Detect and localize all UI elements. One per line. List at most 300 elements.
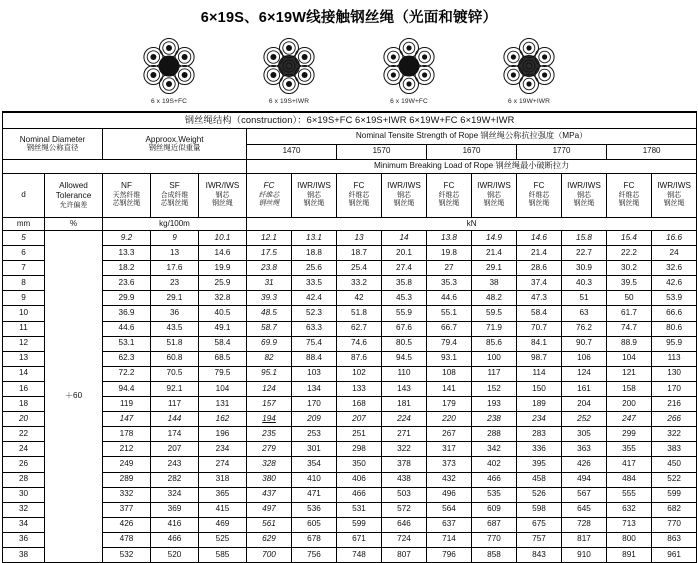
cell-weight-nf: 426 [103, 517, 151, 532]
breaking-load-header: Minimum Breaking Load of Rope 钢丝绳最小破断拉力 [247, 160, 697, 174]
rope-caption-1: 6 x 19S+IWR [268, 98, 310, 105]
col-d-symbol: d [3, 174, 45, 218]
cell-1670-iwr: 535 [472, 487, 517, 502]
col-1470-FC: FC 纤维芯 钢丝绳 [247, 174, 292, 218]
breaking-load-row [3, 160, 697, 174]
cell-1670-iwr: 21.4 [472, 246, 517, 261]
cell-diameter: 9 [3, 291, 45, 306]
cell-weight-sf: 23 [151, 276, 199, 291]
cell-weight-sf: 43.5 [151, 321, 199, 336]
cell-1770-iwr: 645 [562, 502, 607, 517]
cell-1780-fc: 39.5 [607, 276, 652, 291]
cell-1470-fc: 95.1 [247, 366, 292, 381]
cell-1470-fc: 157 [247, 397, 292, 412]
unit-percent: % [45, 218, 103, 231]
cell-1770-iwr: 40.3 [562, 276, 607, 291]
cell-diameter: 20 [3, 412, 45, 427]
cell-1780-fc: 555 [607, 487, 652, 502]
construction-banner-row [3, 112, 697, 129]
column-header-row [3, 174, 697, 218]
cell-1570-iwr: 271 [382, 427, 427, 442]
cell-weight-nf: 178 [103, 427, 151, 442]
cell-1570-fc: 42 [337, 291, 382, 306]
cell-weight-sf: 174 [151, 427, 199, 442]
cell-1470-iwr: 756 [292, 547, 337, 562]
cell-weight-sf: 416 [151, 517, 199, 532]
cell-1470-iwr: 63.3 [292, 321, 337, 336]
cell-1670-fc: 432 [427, 472, 472, 487]
cell-weight-sf: 207 [151, 442, 199, 457]
cell-weight-nf: 13.3 [103, 246, 151, 261]
cell-weight-sf: 70.5 [151, 366, 199, 381]
cell-weight-sf: 92.1 [151, 381, 199, 396]
cell-1770-iwr: 252 [562, 412, 607, 427]
cell-1770-iwr: 51 [562, 291, 607, 306]
cell-diameter: 32 [3, 502, 45, 517]
unit-kN: kN [247, 218, 697, 231]
table-row [3, 246, 697, 261]
cell-1770-iwr: 910 [562, 547, 607, 562]
cell-1780-iwr: 770 [652, 517, 697, 532]
cell-1470-fc: 31 [247, 276, 292, 291]
cell-diameter: 7 [3, 261, 45, 276]
cell-weight-sf: 117 [151, 397, 199, 412]
cell-1780-iwr: 599 [652, 487, 697, 502]
cell-1470-fc: 17.5 [247, 246, 292, 261]
cell-diameter: 24 [3, 442, 45, 457]
cell-weight-iwr: 79.5 [199, 366, 247, 381]
cell-1780-fc: 158 [607, 381, 652, 396]
cell-1470-fc: 700 [247, 547, 292, 562]
cell-weight-nf: 62.3 [103, 351, 151, 366]
cell-1570-fc: 599 [337, 517, 382, 532]
cell-1770-fc: 98.7 [517, 351, 562, 366]
cell-1770-fc: 598 [517, 502, 562, 517]
cell-1470-fc: 58.7 [247, 321, 292, 336]
cell-1570-iwr: 143 [382, 381, 427, 396]
col-1780-IWR-IWS: IWR/IWS 钢芯 钢丝绳 [652, 174, 697, 218]
cell-weight-nf: 212 [103, 442, 151, 457]
cell-1670-fc: 55.1 [427, 306, 472, 321]
cell-1670-fc: 564 [427, 502, 472, 517]
cell-diameter: 10 [3, 306, 45, 321]
cell-weight-nf: 332 [103, 487, 151, 502]
cell-weight-iwr: 131 [199, 397, 247, 412]
cell-1770-fc: 21.4 [517, 246, 562, 261]
cell-weight-sf: 144 [151, 412, 199, 427]
cell-1780-iwr: 66.6 [652, 306, 697, 321]
wire-rope-spec-table [2, 111, 697, 563]
col-weight-SF: SF 合成纤维 芯钢丝绳 [151, 174, 199, 218]
cell-1770-fc: 757 [517, 532, 562, 547]
nominal-diameter-en: Nominal Diameter [19, 134, 86, 144]
col-1770-IWR-IWS: IWR/IWS 钢芯 钢丝绳 [562, 174, 607, 218]
cell-1470-iwr: 75.4 [292, 336, 337, 351]
cell-1780-iwr: 42.6 [652, 276, 697, 291]
cell-1670-fc: 66.7 [427, 321, 472, 336]
strength-group-1470: 1470 [247, 144, 337, 160]
cell-weight-nf: 36.9 [103, 306, 151, 321]
col-1670-FC: FC 纤维芯 钢丝绳 [427, 174, 472, 218]
cell-1780-iwr: 16.6 [652, 231, 697, 246]
cell-weight-iwr: 469 [199, 517, 247, 532]
cell-weight-nf: 289 [103, 472, 151, 487]
cell-1470-iwr: 13.1 [292, 231, 337, 246]
rope-caption-0: 6 x 19S+FC [150, 98, 187, 105]
cell-1670-fc: 27 [427, 261, 472, 276]
cell-1780-iwr: 80.6 [652, 321, 697, 336]
cell-weight-sf: 13 [151, 246, 199, 261]
cell-1670-fc: 141 [427, 381, 472, 396]
cell-1670-iwr: 100 [472, 351, 517, 366]
col-1770-FC: FC 纤维芯 钢丝绳 [517, 174, 562, 218]
cell-weight-nf: 29.9 [103, 291, 151, 306]
unit-mm: mm [3, 218, 45, 231]
table-row [3, 261, 697, 276]
cell-weight-iwr: 40.5 [199, 306, 247, 321]
cell-1670-iwr: 38 [472, 276, 517, 291]
cell-1670-iwr: 342 [472, 442, 517, 457]
cell-1470-fc: 561 [247, 517, 292, 532]
cell-1570-iwr: 94.5 [382, 351, 427, 366]
rope-cross-section-diagrams [0, 30, 698, 98]
cell-1780-iwr: 522 [652, 472, 697, 487]
cell-weight-nf: 94.4 [103, 381, 151, 396]
cell-1470-fc: 497 [247, 502, 292, 517]
cell-1470-iwr: 18.8 [292, 246, 337, 261]
rope-6x19W-FC-icon [378, 36, 440, 96]
cell-1470-fc: 279 [247, 442, 292, 457]
cell-1770-iwr: 90.7 [562, 336, 607, 351]
cell-diameter: 28 [3, 472, 45, 487]
cell-diameter: 38 [3, 547, 45, 562]
cell-1770-iwr: 204 [562, 397, 607, 412]
cell-1780-iwr: 322 [652, 427, 697, 442]
cell-1780-fc: 247 [607, 412, 652, 427]
cell-1770-fc: 675 [517, 517, 562, 532]
cell-1780-fc: 15.4 [607, 231, 652, 246]
cell-1670-iwr: 687 [472, 517, 517, 532]
cell-1570-fc: 102 [337, 366, 382, 381]
table-row [3, 472, 697, 487]
cell-1570-fc: 406 [337, 472, 382, 487]
cell-diameter: 8 [3, 276, 45, 291]
cell-1470-fc: 124 [247, 381, 292, 396]
cell-1770-fc: 395 [517, 457, 562, 472]
cell-1470-fc: 82 [247, 351, 292, 366]
table-row [3, 457, 697, 472]
cell-weight-iwr: 318 [199, 472, 247, 487]
cell-weight-sf: 17.6 [151, 261, 199, 276]
cell-weight-nf: 53.1 [103, 336, 151, 351]
cell-1570-fc: 350 [337, 457, 382, 472]
cell-1670-fc: 796 [427, 547, 472, 562]
cell-weight-nf: 377 [103, 502, 151, 517]
rope-figure-3 [491, 36, 567, 96]
unit-kg-per-100m: kg/100m [103, 218, 247, 231]
table-row [3, 517, 697, 532]
cell-1570-iwr: 224 [382, 412, 427, 427]
cell-weight-sf: 520 [151, 547, 199, 562]
cell-weight-sf: 369 [151, 502, 199, 517]
table-row [3, 351, 697, 366]
spacer-left [3, 160, 247, 174]
cell-1780-fc: 50 [607, 291, 652, 306]
cell-1670-fc: 637 [427, 517, 472, 532]
cell-1570-fc: 51.8 [337, 306, 382, 321]
cell-diameter: 26 [3, 457, 45, 472]
cell-diameter: 13 [3, 351, 45, 366]
cell-1470-iwr: 209 [292, 412, 337, 427]
rope-diagram-captions [0, 98, 698, 111]
cell-1570-fc: 168 [337, 397, 382, 412]
cell-1770-fc: 234 [517, 412, 562, 427]
cell-1770-fc: 458 [517, 472, 562, 487]
cell-weight-iwr: 365 [199, 487, 247, 502]
cell-diameter: 18 [3, 397, 45, 412]
cell-1470-fc: 235 [247, 427, 292, 442]
nominal-diameter-cn: 钢丝绳公称直径 [26, 143, 79, 153]
cell-1770-fc: 14.6 [517, 231, 562, 246]
cell-1780-iwr: 24 [652, 246, 697, 261]
cell-1780-fc: 484 [607, 472, 652, 487]
cell-1770-fc: 189 [517, 397, 562, 412]
cell-weight-sf: 36 [151, 306, 199, 321]
cell-1770-fc: 283 [517, 427, 562, 442]
cell-1670-fc: 93.1 [427, 351, 472, 366]
cell-weight-iwr: 196 [199, 427, 247, 442]
cell-weight-iwr: 49.1 [199, 321, 247, 336]
table-row [3, 532, 697, 547]
cell-1670-fc: 35.3 [427, 276, 472, 291]
cell-1570-fc: 207 [337, 412, 382, 427]
table-row [3, 291, 697, 306]
cell-weight-iwr: 19.9 [199, 261, 247, 276]
cell-1670-iwr: 29.1 [472, 261, 517, 276]
rope-6x19W-IWR-icon [498, 36, 560, 96]
cell-1470-iwr: 25.6 [292, 261, 337, 276]
cell-1570-iwr: 503 [382, 487, 427, 502]
cell-1570-iwr: 807 [382, 547, 427, 562]
cell-1470-fc: 69.9 [247, 336, 292, 351]
cell-1770-iwr: 15.8 [562, 231, 607, 246]
cell-1670-fc: 19.8 [427, 246, 472, 261]
cell-weight-iwr: 32.8 [199, 291, 247, 306]
cell-1770-fc: 843 [517, 547, 562, 562]
approx-weight-header [103, 129, 247, 160]
cell-1570-fc: 531 [337, 502, 382, 517]
table-row [3, 231, 697, 246]
approx-weight-en: Approox.Weight [145, 134, 204, 144]
cell-diameter: 30 [3, 487, 45, 502]
tensile-strength-header: Nominal Tensite Strength of Rope 钢丝绳公称抗拉强度（MPa） [247, 129, 697, 145]
cell-weight-nf: 23.6 [103, 276, 151, 291]
cell-diameter: 34 [3, 517, 45, 532]
cell-diameter: 16 [3, 381, 45, 396]
cell-1780-iwr: 961 [652, 547, 697, 562]
table-row [3, 427, 697, 442]
cell-1570-iwr: 646 [382, 517, 427, 532]
table-row [3, 366, 697, 381]
cell-weight-iwr: 104 [199, 381, 247, 396]
table-row [3, 442, 697, 457]
cell-1670-iwr: 193 [472, 397, 517, 412]
cell-1470-fc: 23.8 [247, 261, 292, 276]
cell-1570-iwr: 20.1 [382, 246, 427, 261]
cell-1470-iwr: 536 [292, 502, 337, 517]
construction-label: 钢丝绳结构（construction）：6×19S+FC 6×19S+IWR 6×19W+FC 6×19W+IWR [3, 112, 697, 129]
cell-weight-sf: 60.8 [151, 351, 199, 366]
cell-1470-iwr: 33.5 [292, 276, 337, 291]
cell-1670-iwr: 609 [472, 502, 517, 517]
cell-weight-iwr: 585 [199, 547, 247, 562]
rope-6x19S-IWR-icon [258, 36, 320, 96]
cell-1470-iwr: 354 [292, 457, 337, 472]
cell-1470-fc: 39.3 [247, 291, 292, 306]
cell-1770-iwr: 124 [562, 366, 607, 381]
cell-1770-iwr: 106 [562, 351, 607, 366]
cell-1780-fc: 355 [607, 442, 652, 457]
cell-1770-fc: 37.4 [517, 276, 562, 291]
cell-1670-iwr: 238 [472, 412, 517, 427]
cell-1780-fc: 61.7 [607, 306, 652, 321]
cell-1780-fc: 713 [607, 517, 652, 532]
cell-1780-iwr: 863 [652, 532, 697, 547]
cell-weight-iwr: 68.5 [199, 351, 247, 366]
cell-weight-sf: 9 [151, 231, 199, 246]
cell-1570-iwr: 724 [382, 532, 427, 547]
approx-weight-cn: 钢丝绳近似重量 [148, 143, 201, 153]
cell-1570-fc: 671 [337, 532, 382, 547]
cell-weight-nf: 249 [103, 457, 151, 472]
cell-diameter: 6 [3, 246, 45, 261]
cell-weight-sf: 51.8 [151, 336, 199, 351]
cell-1670-fc: 317 [427, 442, 472, 457]
cell-1770-fc: 58.4 [517, 306, 562, 321]
cell-1770-fc: 47.3 [517, 291, 562, 306]
cell-1770-fc: 526 [517, 487, 562, 502]
cell-1670-iwr: 770 [472, 532, 517, 547]
cell-1770-iwr: 76.2 [562, 321, 607, 336]
cell-weight-iwr: 234 [199, 442, 247, 457]
spec-table-body [3, 231, 697, 563]
cell-1470-iwr: 42.4 [292, 291, 337, 306]
cell-1780-iwr: 113 [652, 351, 697, 366]
cell-1570-iwr: 438 [382, 472, 427, 487]
cell-1770-fc: 70.7 [517, 321, 562, 336]
cell-diameter: 12 [3, 336, 45, 351]
cell-1570-fc: 133 [337, 381, 382, 396]
cell-1470-fc: 437 [247, 487, 292, 502]
units-row [3, 218, 697, 231]
cell-1570-iwr: 14 [382, 231, 427, 246]
strength-group-1570: 1570 [337, 144, 427, 160]
table-row [3, 336, 697, 351]
cell-1570-iwr: 110 [382, 366, 427, 381]
strength-group-1670: 1670 [427, 144, 517, 160]
cell-1770-iwr: 817 [562, 532, 607, 547]
cell-1470-iwr: 170 [292, 397, 337, 412]
cell-weight-iwr: 525 [199, 532, 247, 547]
col-1670-IWR-IWS: IWR/IWS 钢芯 钢丝绳 [472, 174, 517, 218]
page-title: 6×19S、6×19W线接触钢丝绳（光面和镀锌） [200, 10, 498, 26]
cell-1670-fc: 179 [427, 397, 472, 412]
cell-1770-iwr: 728 [562, 517, 607, 532]
cell-1570-iwr: 80.5 [382, 336, 427, 351]
cell-1780-fc: 121 [607, 366, 652, 381]
cell-1770-iwr: 161 [562, 381, 607, 396]
cell-weight-iwr: 25.9 [199, 276, 247, 291]
cell-1670-fc: 496 [427, 487, 472, 502]
cell-diameter: 11 [3, 321, 45, 336]
cell-weight-sf: 282 [151, 472, 199, 487]
cell-1770-iwr: 63 [562, 306, 607, 321]
cell-1470-iwr: 605 [292, 517, 337, 532]
cell-1470-iwr: 253 [292, 427, 337, 442]
rope-caption-2: 6 x 19W+FC [390, 98, 428, 105]
cell-1670-iwr: 858 [472, 547, 517, 562]
cell-1780-iwr: 383 [652, 442, 697, 457]
cell-1670-iwr: 402 [472, 457, 517, 472]
cell-1780-iwr: 450 [652, 457, 697, 472]
table-row [3, 397, 697, 412]
cell-1780-fc: 22.2 [607, 246, 652, 261]
cell-1770-iwr: 30.9 [562, 261, 607, 276]
cell-1670-iwr: 466 [472, 472, 517, 487]
cell-weight-sf: 29.1 [151, 291, 199, 306]
cell-1570-fc: 748 [337, 547, 382, 562]
cell-1770-iwr: 426 [562, 457, 607, 472]
cell-1670-iwr: 152 [472, 381, 517, 396]
cell-1770-iwr: 22.7 [562, 246, 607, 261]
cell-1670-fc: 714 [427, 532, 472, 547]
cell-1780-fc: 74.7 [607, 321, 652, 336]
cell-1770-fc: 28.6 [517, 261, 562, 276]
cell-weight-iwr: 415 [199, 502, 247, 517]
cell-diameter: 36 [3, 532, 45, 547]
cell-1570-fc: 33.2 [337, 276, 382, 291]
cell-1570-iwr: 572 [382, 502, 427, 517]
cell-weight-nf: 147 [103, 412, 151, 427]
table-row [3, 306, 697, 321]
cell-weight-iwr: 274 [199, 457, 247, 472]
cell-1670-iwr: 59.5 [472, 306, 517, 321]
col-weight-NF: NF 天然纤维 芯钢丝绳 [103, 174, 151, 218]
cell-weight-nf: 9.2 [103, 231, 151, 246]
cell-weight-sf: 466 [151, 532, 199, 547]
cell-1570-iwr: 181 [382, 397, 427, 412]
cell-1470-iwr: 471 [292, 487, 337, 502]
table-row [3, 276, 697, 291]
cell-1780-iwr: 170 [652, 381, 697, 396]
group-header-row-1 [3, 129, 697, 145]
cell-1670-fc: 373 [427, 457, 472, 472]
cell-1670-iwr: 117 [472, 366, 517, 381]
cell-1670-iwr: 85.6 [472, 336, 517, 351]
cell-1470-iwr: 410 [292, 472, 337, 487]
cell-diameter: 22 [3, 427, 45, 442]
cell-1470-iwr: 103 [292, 366, 337, 381]
cell-weight-nf: 478 [103, 532, 151, 547]
cell-1470-fc: 194 [247, 412, 292, 427]
cell-1770-fc: 84.1 [517, 336, 562, 351]
cell-1780-fc: 891 [607, 547, 652, 562]
col-1570-IWR-IWS: IWR/IWS 钢芯 钢丝绳 [382, 174, 427, 218]
cell-1570-iwr: 378 [382, 457, 427, 472]
cell-1470-fc: 12.1 [247, 231, 292, 246]
table-row [3, 321, 697, 336]
cell-1770-fc: 150 [517, 381, 562, 396]
